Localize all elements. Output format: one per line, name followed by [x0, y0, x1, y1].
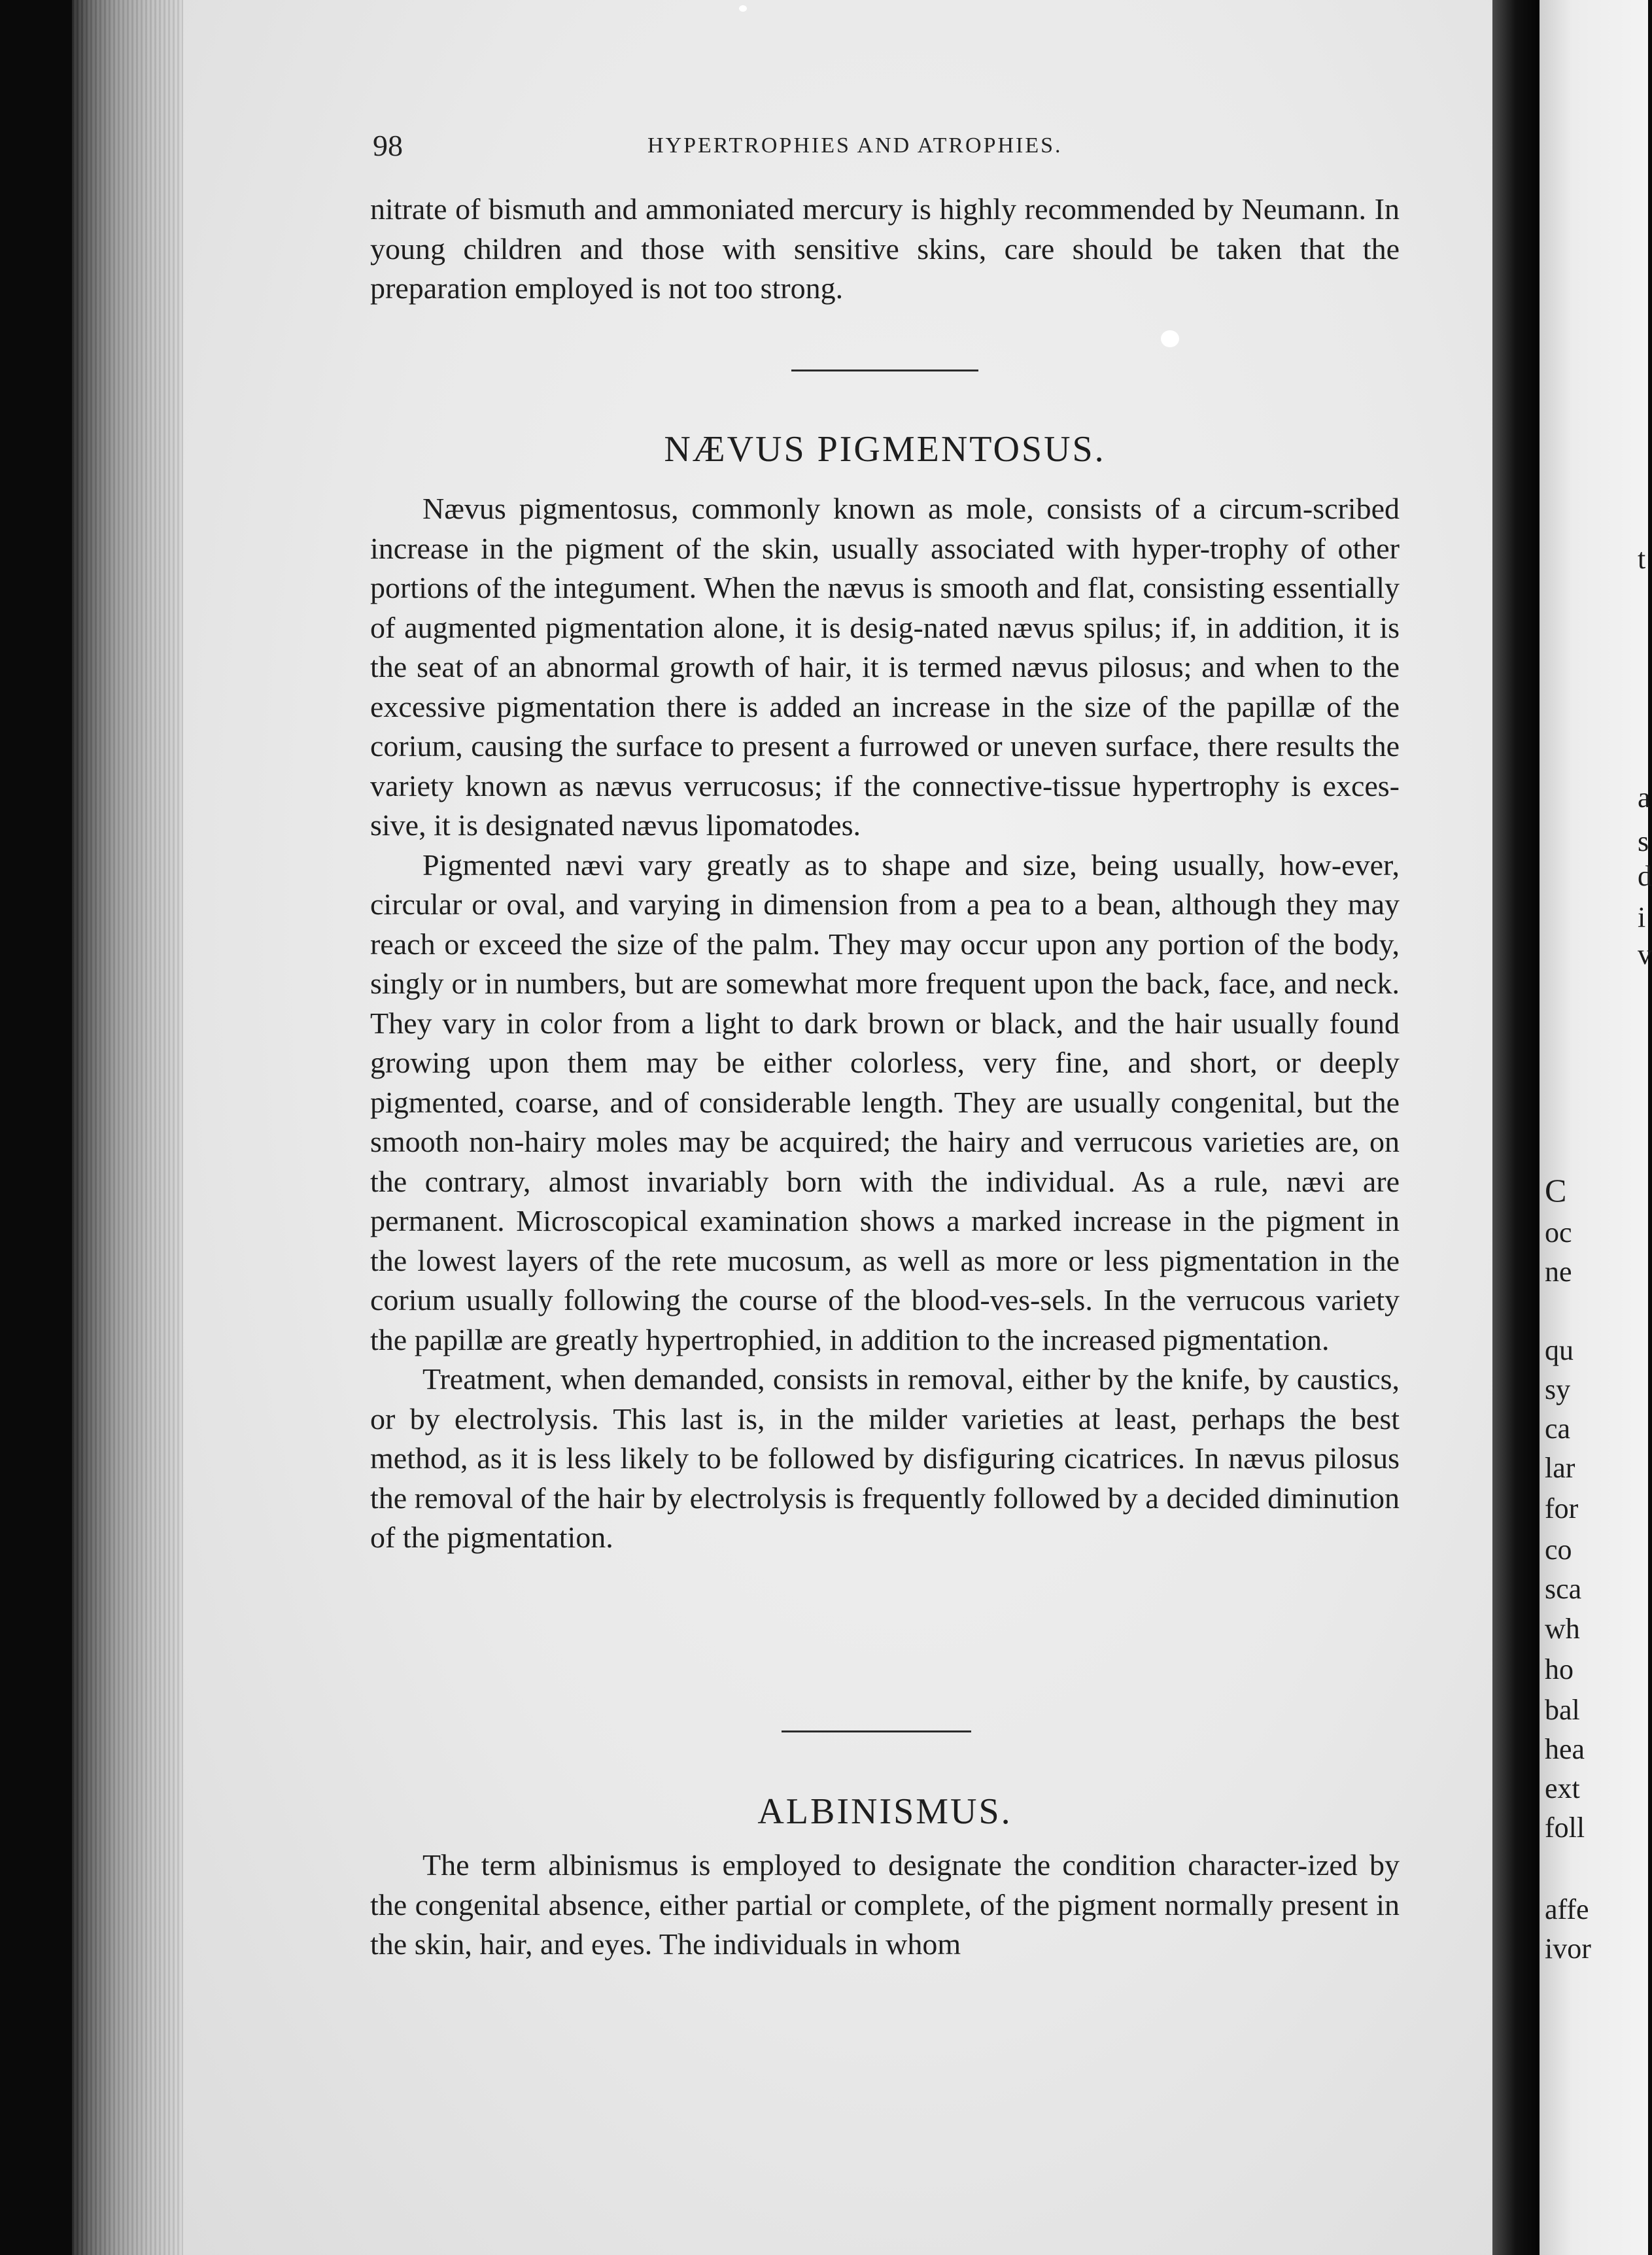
page-number: 98 [373, 129, 403, 162]
facing-fragment: qu [1545, 1334, 1574, 1366]
running-title: HYPERTROPHIES AND ATROPHIES. [647, 133, 1063, 158]
facing-fragment: affe [1545, 1893, 1589, 1925]
intro-text [370, 190, 1400, 309]
scan-speck [739, 5, 747, 12]
facing-fragment: v [1638, 938, 1652, 971]
running-header [373, 128, 1131, 165]
facing-fragment: hea [1545, 1733, 1585, 1765]
facing-fragment: a [1638, 782, 1651, 814]
section-albinismus-body [370, 1846, 1400, 1965]
facing-fragment: ho [1545, 1653, 1574, 1685]
facing-fragment: sca [1545, 1573, 1582, 1605]
facing-fragment: sy [1545, 1373, 1571, 1405]
section-divider [791, 370, 978, 371]
section-naevus-body [370, 489, 1400, 1558]
paragraph: Pigmented nævi vary greatly as to shape and size, being usually, how-ever, circular or oval, and varying in dimension from a pea to a bean, although they may reach or exceed the size of the palm. They may occur upon any portion of the body, singly or in numbers, but are somewhat more frequent upon the back, face, and neck. They vary in color from a light to dark brown or black, and the hair usually found growing upon them may be either colorless, very fine, and short, or deeply pigmented, coarse, and of considerable length. They are usually congenital, but the smooth non-hairy moles may be acquired; the hairy and verrucous varieties are, on the contrary, almost invariably born with the individual. As a rule, nævi are permanent. Microscopical examination shows a marked increase in the pigment in the lowest layers of the rete mucosum, as well as more or less pigmentation in the corium usually following the course of the blood-ves-sels. In the verrucous variety the papillæ are greatly hypertrophied, in addition to the increased pigmentation. [370, 848, 1400, 1356]
facing-fragment: foll [1545, 1812, 1585, 1844]
facing-fragment: wh [1545, 1613, 1580, 1645]
facing-fragment: ext [1545, 1772, 1580, 1804]
facing-fragment: lar [1545, 1452, 1575, 1484]
facing-fragment: bal [1545, 1694, 1580, 1726]
facing-fragment: ne [1545, 1256, 1572, 1288]
scan-speck [1161, 330, 1179, 347]
facing-fragment: C [1545, 1172, 1567, 1209]
facing-fragment: d [1638, 860, 1652, 892]
paragraph: Treatment, when demanded, consists in removal, either by the knife, by caustics, or by electrolysis. This last is, in the milder varieties at least, perhaps the best method, as it is less likely to be followed by disfiguring cicatrices. In nævus pilosus the removal of the hair by electrolysis is frequently followed by a decided diminution of the pigmentation. [370, 1362, 1400, 1554]
facing-fragment: ca [1545, 1413, 1571, 1445]
section-heading-naevus: NÆVUS PIGMENTOSUS. [664, 429, 1106, 470]
paragraph: The term albinismus is employed to designate the condition character-ized by the congenital absence, either partial or complete, of the pigment normally present in the skin, hair, and eyes. The individuals in whom [370, 1848, 1400, 1961]
book-fore-edge [72, 0, 183, 2255]
section-heading-albinismus: ALBINISMUS. [757, 1791, 1012, 1832]
section-divider [782, 1730, 971, 1732]
facing-fragment: s [1638, 825, 1649, 857]
facing-fragment: co [1545, 1534, 1572, 1566]
facing-fragment: ivor [1545, 1933, 1591, 1965]
facing-fragment: oc [1545, 1216, 1572, 1248]
facing-fragment: i [1638, 901, 1646, 933]
paragraph: Nævus pigmentosus, commonly known as mole, consists of a circum-scribed increase in the pigment of the skin, usually associated with hyper-trophy of other portions of the integument. When the nævus is smooth and flat, consisting essentially of augmented pigmentation alone, it is desig-nated nævus spilus; if, in addition, it is the seat of an abnormal growth of hair, it is termed nævus pilosus; and when to the excessive pigmentation there is added an increase in the size of the papillæ of the corium, causing the surface to present a furrowed or uneven surface, there results the variety known as nævus verrucosus; if the connective-tissue hypertrophy is exces-sive, it is designated nævus lipomatodes. [370, 492, 1400, 842]
facing-page-fragment [1540, 0, 1652, 2255]
book-gutter [1492, 0, 1540, 2255]
intro-paragraph: nitrate of bismuth and ammoniated mercury is highly recommended by Neumann. In young children and those with sensitive skins, care should be taken that the preparation employed is not too strong. [370, 192, 1400, 305]
facing-fragment: for [1545, 1492, 1579, 1524]
facing-fragment: t [1638, 543, 1646, 575]
